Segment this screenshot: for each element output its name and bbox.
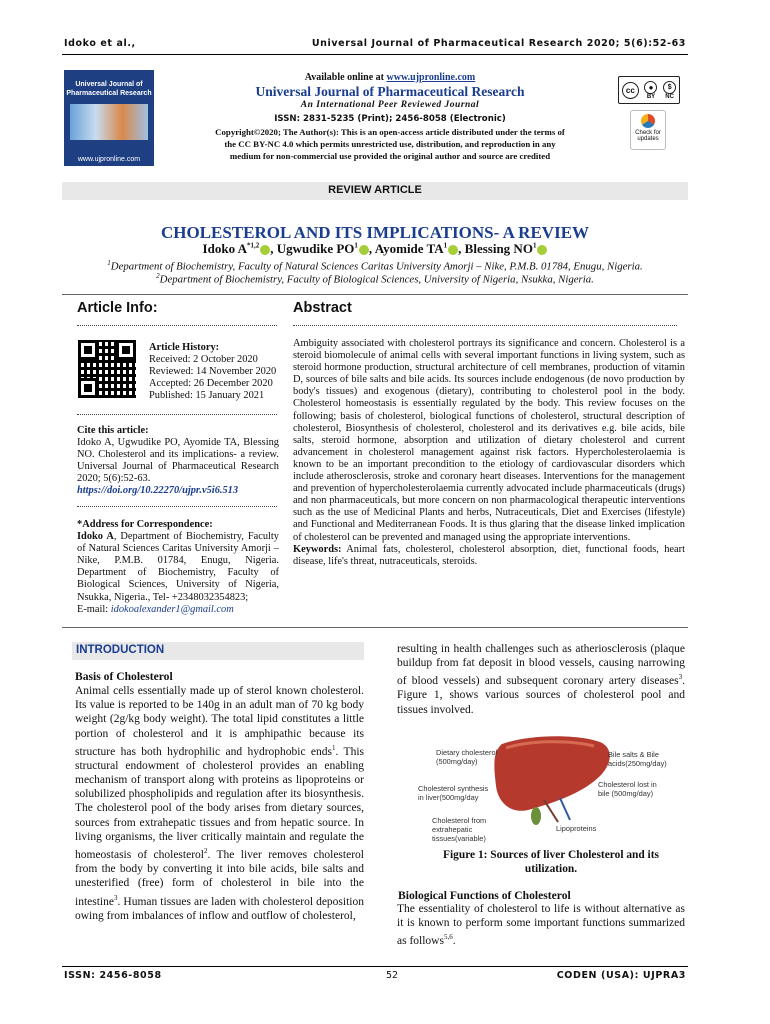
footer-issn: ISSN: 2456-8058 xyxy=(64,970,162,981)
title-rule xyxy=(62,294,688,295)
abstract-body xyxy=(293,338,685,568)
author-1-sup: *1,2 xyxy=(247,241,260,250)
ref-5-6: 5,6 xyxy=(443,933,453,942)
intro-text-3: . The liver removes cholesterol from the body by converting it into bile acids, bile salts and unesterified (free) form of cholesterol in bile into the intestine xyxy=(75,848,364,908)
intro-text-1: Animal cells essentially made up of sterol known cholesterol. Its value is reported to be 140g in an adult man of 70 kg body weight (2g/kg body weight). The total lipid constitutes a little portion of cholesterol and it is amphipathic because its structure has both hydrophilic and hydrophobic ends xyxy=(75,685,364,758)
orcid-icon[interactable] xyxy=(260,245,270,255)
cc-icon: cc xyxy=(622,82,639,99)
liver-figure xyxy=(410,730,692,842)
author-2: , Ugwudike PO xyxy=(270,241,355,256)
author-2-sup: 1 xyxy=(354,241,358,250)
author-list xyxy=(62,241,688,257)
logo-line-2: Pharmaceutical Research xyxy=(66,90,152,97)
person-icon: ● xyxy=(644,81,657,94)
accepted-date: Accepted: 26 December 2020 xyxy=(149,378,273,390)
available-online xyxy=(160,72,620,83)
no-dollar-icon: $ xyxy=(663,81,676,94)
label-dietary: Dietary cholesterol (500mg/day) xyxy=(436,748,498,766)
qr-finder xyxy=(78,340,98,360)
author-3: , Ayomide TA xyxy=(368,241,444,256)
email-link[interactable]: idokoalexander1@gmail.com xyxy=(110,603,234,615)
by-badge xyxy=(644,81,657,100)
info-divider xyxy=(77,325,277,326)
qr-finder xyxy=(78,378,98,398)
orcid-icon[interactable] xyxy=(448,245,458,255)
correspondence-name: Idoko A xyxy=(77,531,114,543)
copyright-line-3: medium for non-commercial use provided the original author and source are credited xyxy=(229,151,551,162)
ref-3: 3 xyxy=(678,673,683,682)
affiliation-2-text: Department of Biochemistry, Faculty of Biological Sciences, University of Nigeria, Nsukka, Nigeria. xyxy=(159,273,594,286)
article-type: REVIEW ARTICLE xyxy=(328,184,422,196)
logo-line-1: Universal Journal of xyxy=(75,81,143,88)
journal-logo xyxy=(64,70,154,166)
info-divider xyxy=(77,506,277,507)
orcid-icon[interactable] xyxy=(359,245,369,255)
correspondence-heading: *Address for Correspondence: xyxy=(77,519,213,530)
copyright-line-1: Copyright©2020; The Author(s): This is an open-access article distributed under the terms of xyxy=(215,127,565,137)
qr-finder xyxy=(116,340,136,360)
available-url-link[interactable]: www.ujpronline.com xyxy=(386,72,476,83)
affiliation-1-text: Department of Biochemistry, Faculty of Natural Sciences Caritas University Amorji – Nike, P.M.B. 01784, Enugu, Nigeria. xyxy=(110,260,643,273)
copyright-line-2: the CC BY-NC 4.0 which permits unrestricted use, distribution, and reproduction in any xyxy=(224,139,556,150)
gall-bladder-shape xyxy=(531,807,541,825)
cc-license-badge[interactable] xyxy=(618,76,680,104)
label-lost: Cholesterol lost in bile (500mg/day) xyxy=(598,780,657,798)
nc-badge xyxy=(663,81,676,100)
received-date: Received: 2 October 2020 xyxy=(149,354,258,366)
copyright-notice xyxy=(160,126,620,163)
by-label: BY xyxy=(646,93,656,100)
right-text-1b: . Figure 1, shows various sources of cholesterol pool and tissues involved. xyxy=(397,675,685,716)
affiliation-1-sup: 1 xyxy=(107,259,111,267)
issn-line: ISSN: 2831-5235 (Print); 2456-8058 (Electronic) xyxy=(274,114,506,124)
check-line-2: updates xyxy=(637,136,659,142)
right-text-2b: . xyxy=(452,935,456,948)
footer-rule xyxy=(62,966,688,967)
label-bile-salts: Bile salts & Bile acids(250mg/day) xyxy=(608,750,667,768)
abstract-divider xyxy=(293,325,677,326)
footer-coden: CODEN (USA): UJPRA3 xyxy=(556,970,686,981)
right-text-2: The essentiality of cholesterol to life is without alternative as it is known to perform some important functions summarized as follows xyxy=(397,903,685,948)
header-rule xyxy=(62,54,688,55)
author-3-sup: 1 xyxy=(443,241,448,250)
functions-subheading: Biological Functions of Cholesterol xyxy=(398,889,571,902)
info-divider xyxy=(77,414,277,415)
keywords-text: Animal fats, cholesterol, cholesterol absorption, diet, functional foods, heart disease, life's threat, nutraceuticals, steroids. xyxy=(293,543,685,567)
author-1: Idoko A xyxy=(202,241,247,256)
email-label: E-mail: xyxy=(77,603,111,615)
figure-caption: Figure 1: Sources of liver Cholesterol and its utilization. xyxy=(443,849,659,875)
abstract-heading: Abstract xyxy=(293,300,352,316)
section-rule xyxy=(62,627,688,628)
intro-text-2: . This structural endowment of cholesterol provides an enabling mechanism of transport along with proteins as lipoproteins or solubilized phospholipids and regulation after its biosynthesis. The cholesterol pool of the body arises from dietary sources, sources from extrahepatic tissues and from hepatic source. In living organisms, the liver critically maintain and regulate the homeostasis of cholesterol xyxy=(75,745,364,861)
affiliation-2-sup: 2 xyxy=(156,272,160,280)
page-number: 52 xyxy=(386,970,399,981)
intro-paragraph xyxy=(75,684,364,923)
basis-subheading: Basis of Cholesterol xyxy=(75,670,173,683)
article-title: CHOLESTEROL AND ITS IMPLICATIONS- A REVIEW xyxy=(160,223,590,242)
doi-link[interactable]: https://doi.org/10.22270/ujpr.v5i6.513 xyxy=(77,485,239,497)
right-text-1: resulting in health challenges such as atheriosclerosis (plaque buildup from fat deposit in blood vessels, causing narrowing of blood vessels) and subsequent coronary artery diseases xyxy=(397,643,685,688)
label-extrahepatic: Cholesterol from extrahepatic tissues(variable) xyxy=(432,816,487,843)
right-paragraph-1 xyxy=(397,642,685,717)
published-date: Published: 15 January 2021 xyxy=(149,390,265,402)
history-heading: Article History: xyxy=(149,342,220,353)
nc-label: NC xyxy=(665,93,674,100)
cite-heading: Cite this article: xyxy=(77,425,149,436)
portal-vein xyxy=(560,798,570,820)
ref-3: 3 xyxy=(113,893,118,902)
journal-subtitle: An International Peer Reviewed Journal xyxy=(300,100,480,110)
qr-code[interactable] xyxy=(78,340,136,398)
logo-url: www.ujpronline.com xyxy=(77,156,141,163)
available-prefix: Available online at xyxy=(304,72,387,83)
correspondence-text: , Department of Biochemistry, Faculty of Natural Sciences Caritas University Amorji – Nike, P.M.B. 01784, Enugu, Nigeria. Department of Biochemistry, Faculty of Biological Sciences, University of Nigeria, Nsukka, Nigeria., Tel- +2348032354823; xyxy=(77,531,280,603)
affiliation-2 xyxy=(62,272,688,286)
check-line-1: Check for xyxy=(635,130,661,136)
bile-duct xyxy=(544,800,558,822)
introduction-heading: INTRODUCTION xyxy=(76,644,165,656)
crossmark-icon xyxy=(641,114,655,128)
reviewed-date: Reviewed: 14 November 2020 xyxy=(149,366,277,378)
orcid-icon[interactable] xyxy=(537,245,547,255)
check-for-updates-badge[interactable] xyxy=(630,110,666,150)
journal-name: Universal Journal of Pharmaceutical Research xyxy=(255,84,525,99)
running-header-left: Idoko et al., xyxy=(64,38,136,49)
article-info-heading: Article Info: xyxy=(77,300,158,316)
correspondence-block xyxy=(77,519,279,616)
intro-text-4: . Human tissues are laden with cholesterol deposition owing from imbalances of inflow and outflow of cholesterol, xyxy=(75,895,364,922)
article-history xyxy=(149,342,279,402)
label-synthesis: Cholesterol synthesis in liver(500mg/day xyxy=(418,784,489,802)
running-header-right: Universal Journal of Pharmaceutical Research 2020; 5(6):52-63 xyxy=(311,38,686,49)
affiliation-1 xyxy=(62,259,688,273)
ref-2: 2 xyxy=(203,847,208,856)
abstract-text: Ambiguity associated with cholesterol portrays its significance and concern. Cholesterol is a steroid biomolecule of animal cells with several important functions in living system, such as steroid hormone production, structural architecture of cell membranes, production of vitamin D, sources of bile salts and bile acids. Its sources include endogenous (de novo production by body's tissues) and exogenous (dietary), contributing to cholesterol pool in the body. Cholesterol homeostasis is essentially regulated by the body. This review focuses on the following; basis of cholesterol, biological functions of cholesterol, structural description of cholesterol, Biosynthesis of cholesterol, cholesterol and its derivatives e.g. bile acids, bile salts, steroid hormone, absorption and utilization of dietary cholesterol and current advancement in cholesterol management against risk factors. Hypercholesterolaemia is known to be an important precondition to the etiology of cardiovascular disorders which include atherosclerosis, stroke and coronary heart diseases. Interventions for the management and prevention of hypercholesterolaemia currently advocated include pharmaceuticals (drugs) and non pharmaceuticals, but more concern on non pharmacological therapeutic interventions such as the use of Medicinal Plants and herbs, Nutraceuticals, Diet and Exercises (lifestyle) and Functional and Mediterranean Foods. It is thus glaring that the disease linked implication of cholesterol can be prevented and managed using the appropriate interventions. xyxy=(293,338,685,543)
label-lipoproteins: Lipoproteins xyxy=(556,824,597,833)
right-paragraph-2 xyxy=(397,902,685,948)
logo-image xyxy=(70,104,148,140)
cite-block xyxy=(77,425,279,498)
author-4: , Blessing NO xyxy=(458,241,533,256)
cite-text: Idoko A, Ugwudike PO, Ayomide TA, Blessing NO. Cholesterol and its implications- a review. Universal Journal of Pharmaceutical Research 2020; 5(6):52-63. xyxy=(77,437,279,485)
author-4-sup: 1 xyxy=(532,241,537,250)
keywords-label: Keywords: xyxy=(293,543,342,555)
ref-1: 1 xyxy=(332,743,336,752)
